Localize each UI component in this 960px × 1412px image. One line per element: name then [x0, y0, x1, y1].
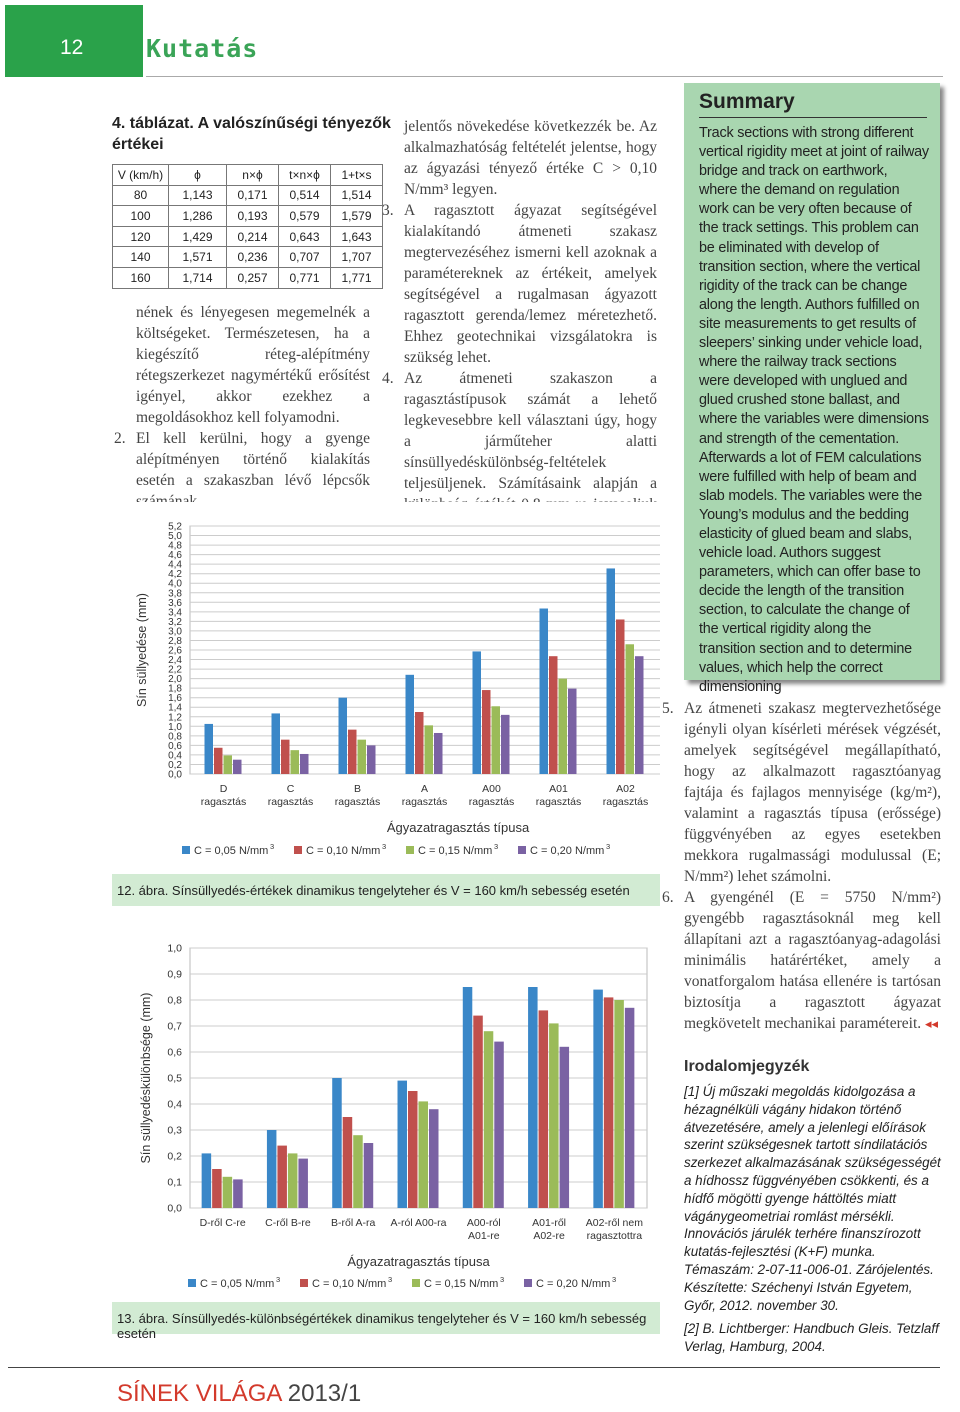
bar: [473, 651, 482, 774]
bar: [202, 1153, 212, 1208]
y-tick-label: 0,4: [168, 750, 182, 762]
figure-12-caption: 12. ábra. Sínsüllyedés-értékek dinamikus tengelyteher és V = 160 km/h sebesség esetén: [112, 874, 660, 906]
y-axis-label: Sín süllyedése (mm): [135, 593, 149, 707]
bar: [494, 1042, 504, 1208]
right-column: [662, 698, 941, 1035]
x-tick-label: ragasztás: [401, 796, 448, 808]
legend-swatch: [188, 1279, 196, 1287]
legend-label-superscript: 3: [276, 1275, 281, 1284]
table-cell: 0,193: [227, 206, 279, 227]
y-tick-label: 5,2: [168, 521, 182, 533]
table-cell: 0,257: [227, 267, 279, 288]
bar: [434, 733, 443, 774]
bar: [281, 740, 290, 774]
bar: [212, 1169, 222, 1208]
y-tick-label: 1,4: [168, 702, 182, 714]
bar: [635, 656, 644, 774]
table-cell: 0,514: [279, 185, 331, 206]
table-cell: 0,236: [227, 247, 279, 268]
table-cell: 1,579: [331, 206, 383, 227]
left-paragraph-2: El kell kerülni, hogy a gyenge alépítményen történő kialakítás esetén a szakaszban lévő lépcsők: [136, 430, 370, 489]
bar: [353, 1135, 363, 1208]
figure-13-caption: 13. ábra. Sínsüllyedés-különbségértékek dinamikus tengelyteher és V = 160 km/h sebesség esetén: [112, 1302, 660, 1334]
x-tick-label: ragasztás: [334, 796, 381, 808]
footer-year: 2013/1: [281, 1380, 362, 1407]
table-header-row: [113, 165, 383, 186]
table-cell: 1,571: [169, 247, 227, 268]
bar: [540, 609, 549, 774]
y-tick-label: 1,8: [168, 683, 182, 695]
bar: [343, 1117, 353, 1208]
bar: [616, 619, 625, 774]
bar: [482, 690, 491, 774]
table-cell: 1,643: [331, 226, 383, 247]
bar: [492, 706, 501, 774]
summary-text: Track sections with strong different vertical rigidity meet at joint of railway bridge and track on earthwork, where the demand on regulation work can be very often because of the track settings. This problem can be eliminated with develop of transition section, where the vertical rigidity of the track can be change along the length. Authors fulfilled on site measurements to get results of sleepers’ sinking under vehicle load, where the railway track sections were developed with unglued and glued crushed stone ballast, and where the variables were dimensions and strength of the cementation. Afterwards a lot of FEM calculations were fulfilled with help of beam and slab models. The variables were the Young’s modulus and the bedding elasticity of glued beam and slabs, vehicle load. Authors suggest parameters, which can offer base to decide the length of the transition section, to calculate the change of the vertical rigidity along the transition section and to determine values, which help the correct dimensioning: [699, 125, 929, 695]
y-tick-label: 0,4: [167, 1098, 182, 1111]
table-header-cell: 1+t×s: [331, 165, 383, 186]
bar: [298, 1159, 308, 1208]
x-tick-label: A01-re: [468, 1230, 500, 1242]
x-tick-label: ragasztottra: [586, 1230, 643, 1242]
bar: [233, 1179, 243, 1208]
bar: [625, 1008, 635, 1208]
bar: [205, 724, 214, 774]
right-paragraph-6: A gyengénél (E = 5750 N/mm²) gyengébb ragasztásoknál meg kell állapítani azt a ragasztóanyag-adagolási minimális határértéket, amely a vonatforgalom hatása ellenére is tartósan biztosítja a ragasztott ágyazat megkövetelt mechanikai paramétereit.: [684, 889, 941, 1032]
table-cell: 1,514: [331, 185, 383, 206]
bar: [484, 1031, 494, 1208]
x-tick-label: A01: [549, 783, 568, 795]
x-tick-label: ragasztás: [535, 796, 582, 808]
bar: [568, 689, 577, 774]
left-item-2: [114, 428, 370, 512]
legend-label-superscript: 3: [388, 1275, 393, 1284]
y-tick-label: 4,4: [168, 559, 182, 571]
table-cell: 1,143: [169, 185, 227, 206]
y-tick-label: 4,6: [168, 550, 182, 562]
bar: [364, 1143, 374, 1208]
legend-swatch: [300, 1279, 308, 1287]
x-tick-label: A02: [616, 783, 635, 795]
table-cell: 0,579: [279, 206, 331, 227]
legend-swatch: [406, 846, 414, 854]
y-tick-label: 2,6: [168, 645, 182, 657]
bar: [224, 755, 233, 774]
y-tick-label: 0,7: [167, 1020, 182, 1033]
table-cell: 80: [113, 185, 169, 206]
legend-swatch: [294, 846, 302, 854]
y-tick-label: 1,6: [168, 693, 182, 705]
bar: [614, 1000, 624, 1208]
x-tick-label: ragasztás: [200, 796, 247, 808]
legend-label: C = 0,20 N/mm: [530, 845, 605, 857]
x-tick-label: A00-ról: [466, 1217, 501, 1229]
summary-title: Summary: [699, 90, 795, 113]
bar: [277, 1146, 287, 1208]
legend-label-superscript: 3: [494, 842, 499, 851]
page-number: 12: [60, 36, 84, 59]
legend-swatch: [182, 846, 190, 854]
bar: [348, 730, 357, 774]
bar: [419, 1101, 429, 1208]
bar: [367, 745, 376, 774]
references-title: Irodalomjegyzék: [684, 1058, 810, 1075]
reference-2: [2] B. Lichtberger: Handbuch Gleis. Tetzlaff Verlag, Hamburg, 2004.: [684, 1321, 939, 1355]
bar: [358, 740, 367, 774]
bar: [300, 754, 309, 774]
bar: [233, 760, 242, 774]
left-column: [114, 302, 370, 512]
y-tick-label: 2,8: [168, 635, 182, 647]
y-tick-label: 1,2: [168, 712, 182, 724]
bar: [223, 1177, 233, 1208]
bar: [607, 568, 616, 774]
table-row: [113, 247, 383, 268]
table-row: [113, 185, 383, 206]
table-cell: 100: [113, 206, 169, 227]
y-tick-label: 2,4: [168, 655, 182, 667]
bar: [463, 987, 473, 1208]
y-tick-label: 3,2: [168, 616, 182, 628]
y-tick-label: 0,9: [167, 968, 182, 981]
legend-swatch: [524, 1279, 532, 1287]
table-cell: 0,214: [227, 226, 279, 247]
legend-label: C = 0,15 N/mm: [424, 1278, 499, 1290]
y-tick-label: 3,4: [168, 607, 182, 619]
bar: [398, 1081, 408, 1208]
y-tick-label: 4,0: [168, 578, 182, 590]
table-cell: 160: [113, 267, 169, 288]
legend-label: C = 0,05 N/mm: [200, 1278, 275, 1290]
x-axis-label: Ágyazatragasztás típusa: [347, 1254, 490, 1269]
item-number: 2.: [114, 430, 126, 447]
right-item-5: [662, 698, 941, 887]
bar: [539, 1010, 549, 1208]
y-tick-label: 0,5: [167, 1072, 182, 1085]
x-tick-label: A01-ről: [532, 1217, 567, 1229]
y-tick-label: 0,0: [167, 1202, 182, 1215]
y-tick-label: 0,6: [167, 1046, 182, 1059]
y-tick-label: 0,8: [167, 994, 182, 1007]
y-tick-label: 4,8: [168, 540, 182, 552]
x-tick-label: A: [420, 783, 429, 795]
footer-brand-b: VILÁGA: [195, 1380, 282, 1407]
legend-label-superscript: 3: [606, 842, 611, 851]
figure-13: [112, 928, 660, 1341]
table-cell: 1,286: [169, 206, 227, 227]
y-tick-label: 0,2: [167, 1150, 182, 1163]
bar: [291, 750, 300, 774]
legend-label: C = 0,10 N/mm: [312, 1278, 387, 1290]
x-tick-label: D: [219, 783, 228, 795]
x-tick-label: A02-re: [533, 1230, 565, 1242]
reference-1: [1] Új műszaki megoldás kidolgozása a hézagnélküli vágány hidakon történő átvezetésére, amely a jelenlegi előírások szerint szükségesnek tartott síndilatációs szerkezet alkalmazásának szükségességét a hídhossz függvényében csökkenti, és a hídfő mögötti gyenge háttöltés miatt vágánygeometriai romlást mérsékli. Innovációs járulék terhére finanszírozott kutatás-fejlesztési (K+F) munka. Témaszám: 2-07-11-006-01. Zárójelentés. Készítette: Széchenyi István Egyetem, Győr, 2012. november 30.: [684, 1084, 941, 1313]
bar: [415, 712, 424, 774]
legend-label-superscript: 3: [270, 842, 275, 851]
section-title: Kutatás: [146, 34, 259, 63]
table-row: [113, 267, 383, 288]
y-tick-label: 0,3: [167, 1124, 182, 1137]
y-axis-label: Sín süllyedéskülönbsége (mm): [139, 992, 153, 1164]
y-tick-label: 0,6: [168, 740, 182, 752]
x-tick-label: C-ről B-re: [265, 1217, 311, 1229]
item-number: 3.: [382, 202, 394, 219]
bar: [272, 713, 281, 774]
chart-13: [112, 928, 660, 1338]
x-tick-label: D-ről C-re: [199, 1217, 246, 1229]
references: [684, 1083, 942, 1358]
item-number: 4.: [382, 370, 394, 387]
bar: [604, 997, 614, 1208]
y-tick-label: 0,2: [168, 759, 182, 771]
bar: [288, 1153, 298, 1208]
bar: [267, 1130, 277, 1208]
middle-column: [382, 116, 657, 536]
header-rule: [146, 76, 943, 77]
bar: [406, 675, 415, 774]
table-header-cell: t×n×ϕ: [279, 165, 331, 186]
legend-swatch: [518, 846, 526, 854]
legend-label-superscript: 3: [382, 842, 387, 851]
bar: [559, 679, 568, 774]
x-tick-label: C: [286, 783, 295, 795]
bar: [501, 715, 510, 774]
mid-paragraph-4: Az átmeneti szakaszon a ragasztástípusok számát a lehető legkevesebbre kell választani úgy, hogy a járműteher alatti sínsüllyedéskülönbség-feltételek teljesüljenek. Számításaink alapján a: [404, 370, 657, 492]
bar: [332, 1078, 342, 1208]
y-tick-label: 3,6: [168, 597, 182, 609]
bar: [593, 990, 603, 1208]
y-tick-label: 3,0: [168, 626, 182, 638]
mid-paragraph-1: jelentős növekedése következzék be. Az alkalmazhatóság feltételét jelentse, hogy az ágyazási tényező értéke C > 0,10 N/mm³ legyen.: [404, 118, 657, 198]
table-header-cell: ϕ: [169, 165, 227, 186]
y-tick-label: 5,0: [168, 531, 182, 543]
legend-label: C = 0,10 N/mm: [306, 845, 381, 857]
table-cell: 1,707: [331, 247, 383, 268]
y-tick-label: 0,8: [168, 731, 182, 743]
bar: [425, 725, 434, 774]
y-tick-label: 0,0: [168, 769, 182, 781]
x-tick-label: B-ről A-ra: [331, 1217, 376, 1229]
x-tick-label: ragasztás: [468, 796, 515, 808]
legend-swatch: [412, 1279, 420, 1287]
y-tick-label: 1,0: [167, 942, 182, 955]
table-cell: 0,771: [279, 267, 331, 288]
right-paragraph-5: Az átmeneti szakasz megtervezhetősége igényli olyan kísérleti mérések végzését, amelyek segítségével megállapítható, hogy az alkalmazott ragasztóanyag fajtája és fajlagos mennyisége (kg/m²), valamint a ragasztás típusa (erőssége) függvényében az egyes esetekben mekkora rugalmassági modulussal (E; N/mm²) lehet számolni.: [684, 700, 941, 885]
table-cell: 1,429: [169, 226, 227, 247]
mid-paragraph-3: A ragasztott ágyazat segítségével kialakítandó átmeneti szakasz megtervezéséhez ismerni kell azoknak a paramétereknek az értékeit, amelyek segítségével a rugalmasan ágyazott ragasztott gerenda/lemez méretezhető. Ehhez geotechnikai vizsgálatokra is szükség lehet.: [404, 202, 657, 366]
legend-label-superscript: 3: [612, 1275, 617, 1284]
x-tick-label: ragasztás: [267, 796, 314, 808]
x-axis-label: Ágyazatragasztás típusa: [386, 820, 530, 835]
left-paragraph-1: nének és lényegesen megemelnék a költségeket. Természetesen, ha a kiegészítő réteg-alépítmény rétegszerkezet nagymértékű erősítést igényel, akkor ezekhez a megoldásokhoz kell folyamodni.: [136, 304, 370, 426]
bar: [473, 1016, 483, 1208]
item-number: 5.: [662, 700, 674, 717]
bar: [549, 1023, 559, 1208]
bar: [549, 656, 558, 774]
y-tick-label: 2,2: [168, 664, 182, 676]
legend-label: C = 0,05 N/mm: [194, 845, 269, 857]
table-title: 4. táblázat. A valószínűségi tényezők értékei: [112, 115, 391, 153]
bar: [339, 698, 348, 774]
bar: [528, 987, 538, 1208]
chart-12: [112, 502, 660, 910]
footer-rule: [8, 1367, 940, 1368]
end-mark-icon: ◂◂: [925, 1017, 939, 1032]
y-tick-label: 2,0: [168, 674, 182, 686]
bar: [560, 1047, 570, 1208]
y-tick-label: 4,2: [168, 569, 182, 581]
table-cell: 1,714: [169, 267, 227, 288]
table-row: [113, 226, 383, 247]
right-item-6: [662, 887, 941, 1035]
summary-rule: [699, 117, 927, 118]
table-cell: 0,643: [279, 226, 331, 247]
table-header-cell: n×ϕ: [227, 165, 279, 186]
legend-label: C = 0,20 N/mm: [536, 1278, 611, 1290]
mid-item-3: [382, 200, 657, 368]
table-cell: 120: [113, 226, 169, 247]
y-tick-label: 3,8: [168, 588, 182, 600]
table-row: [113, 206, 383, 227]
figure-12: [112, 502, 660, 910]
legend-label: C = 0,15 N/mm: [418, 845, 493, 857]
x-tick-label: A02-ről nem: [585, 1217, 643, 1229]
bar: [214, 748, 223, 774]
table-header-cell: V (km/h): [113, 165, 169, 186]
footer-brand-a: SÍNEK: [117, 1380, 196, 1407]
y-tick-label: 0,1: [167, 1176, 182, 1189]
footer-brand: [117, 1380, 361, 1408]
bar: [408, 1091, 418, 1208]
table-cell: 0,171: [227, 185, 279, 206]
x-tick-label: B: [353, 783, 362, 795]
table-body: [113, 185, 383, 288]
item-number: 6.: [662, 889, 674, 906]
x-tick-label: ragasztás: [602, 796, 649, 808]
bar: [429, 1109, 439, 1208]
x-tick-label: A-ról A00-ra: [390, 1217, 447, 1229]
legend-label-superscript: 3: [500, 1275, 505, 1284]
table-cell: 0,707: [279, 247, 331, 268]
x-tick-label: A00: [482, 783, 501, 795]
table-cell: 140: [113, 247, 169, 268]
y-tick-label: 1,0: [168, 721, 182, 733]
table-cell: 1,771: [331, 267, 383, 288]
probability-table: [112, 164, 383, 289]
bar: [626, 644, 635, 774]
